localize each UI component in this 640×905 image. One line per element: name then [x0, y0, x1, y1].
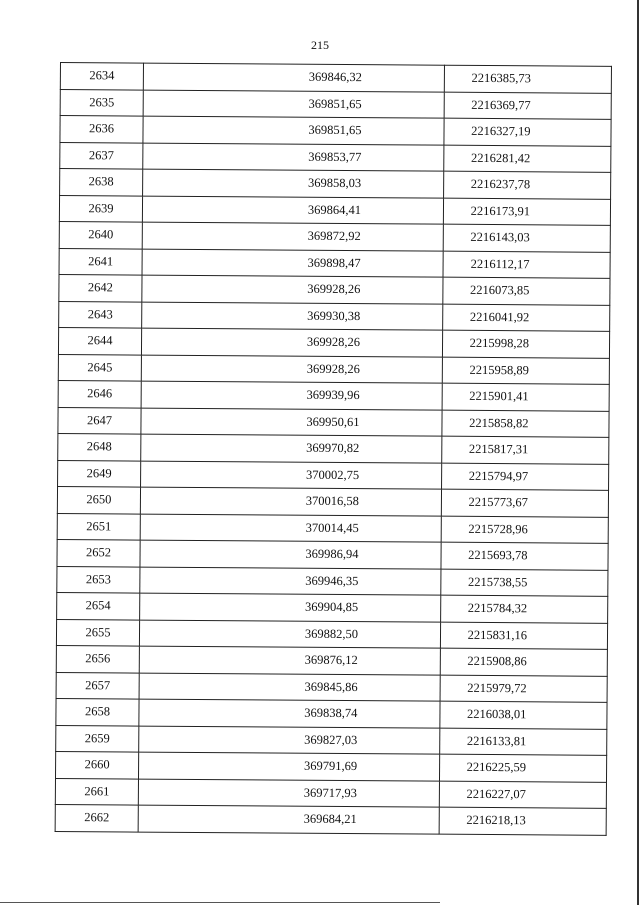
y-coordinate-cell: 2216143,03: [443, 224, 610, 252]
y-coordinate-cell: 2216112,17: [443, 251, 610, 279]
coordinates-table: [55, 62, 612, 835]
point-number-cell: 2648: [58, 433, 141, 460]
point-number-cell: 2634: [60, 63, 143, 90]
table-row: [58, 354, 609, 384]
y-coordinate-cell: 2216133,81: [440, 728, 607, 756]
y-coordinate-cell: 2216041,92: [443, 304, 610, 332]
y-coordinate-cell: 2216173,91: [443, 198, 610, 226]
x-coordinate-cell: 369882,50: [139, 620, 440, 649]
x-coordinate-cell: 369970,82: [141, 434, 442, 463]
x-coordinate-cell: 369827,03: [139, 726, 440, 755]
y-coordinate-cell: 2215794,97: [442, 463, 609, 491]
y-coordinate-cell: 2215901,41: [442, 383, 609, 411]
x-coordinate-cell: 369846,32: [143, 63, 444, 92]
point-number-cell: 2655: [56, 619, 139, 646]
x-coordinate-cell: 369928,26: [141, 355, 442, 384]
y-coordinate-cell: 2215998,28: [442, 330, 609, 358]
point-number-cell: 2662: [55, 804, 138, 831]
point-number-cell: 2658: [56, 698, 139, 725]
table-row: [59, 301, 610, 331]
y-coordinate-cell: 2215831,16: [440, 622, 607, 650]
table-row: [55, 778, 606, 808]
table-row: [59, 248, 610, 278]
x-coordinate-cell: 369928,26: [142, 275, 443, 304]
y-coordinate-cell: 2216225,59: [439, 754, 606, 782]
table-row: [57, 539, 608, 569]
y-coordinate-cell: 2216369,77: [444, 92, 611, 120]
y-coordinate-cell: 2215817,31: [442, 436, 609, 464]
point-number-cell: 2651: [57, 513, 140, 540]
point-number-cell: 2642: [59, 274, 142, 301]
table-row: [55, 804, 606, 834]
x-coordinate-cell: 370002,75: [141, 461, 442, 490]
point-number-cell: 2659: [56, 725, 139, 752]
x-coordinate-cell: 369930,38: [142, 302, 443, 331]
table-row: [58, 433, 609, 463]
y-coordinate-cell: 2216073,85: [443, 277, 610, 305]
y-coordinate-cell: 2216327,19: [444, 118, 611, 146]
point-number-cell: 2635: [60, 89, 143, 116]
point-number-cell: 2650: [57, 486, 140, 513]
table-row: [58, 407, 609, 437]
x-coordinate-cell: 369845,86: [139, 673, 440, 702]
table-row: [60, 142, 611, 172]
point-number-cell: 2657: [56, 672, 139, 699]
point-number-cell: 2654: [57, 592, 140, 619]
table-row: [60, 63, 611, 93]
point-number-cell: 2637: [60, 142, 143, 169]
table-row: [56, 751, 607, 781]
y-coordinate-cell: 2215979,72: [440, 675, 607, 703]
x-coordinate-cell: 369928,26: [141, 328, 442, 357]
y-coordinate-cell: 2215693,78: [441, 542, 608, 570]
point-number-cell: 2638: [60, 169, 143, 196]
x-coordinate-cell: 369851,65: [143, 116, 444, 145]
table-row: [56, 725, 607, 755]
x-coordinate-cell: 369791,69: [138, 752, 439, 781]
y-coordinate-cell: 2215773,67: [441, 489, 608, 517]
table-row: [56, 645, 607, 675]
x-coordinate-cell: 370016,58: [140, 487, 441, 516]
x-coordinate-cell: 369898,47: [142, 249, 443, 278]
point-number-cell: 2640: [59, 221, 142, 248]
table-row: [58, 327, 609, 357]
table-row: [56, 672, 607, 702]
x-coordinate-cell: 369717,93: [138, 779, 439, 808]
table-row: [60, 169, 611, 199]
y-coordinate-cell: 2216281,42: [444, 145, 611, 173]
x-coordinate-cell: 369939,96: [141, 381, 442, 410]
x-coordinate-cell: 369864,41: [142, 196, 443, 225]
point-number-cell: 2649: [58, 460, 141, 487]
point-number-cell: 2645: [58, 354, 141, 381]
y-coordinate-cell: 2215728,96: [441, 516, 608, 544]
table-row: [59, 274, 610, 304]
x-coordinate-cell: 369904,85: [140, 593, 441, 622]
table-row: [57, 592, 608, 622]
point-number-cell: 2660: [56, 751, 139, 778]
x-coordinate-cell: 369684,21: [138, 805, 439, 834]
x-coordinate-cell: 369872,92: [142, 222, 443, 251]
table-row: [57, 566, 608, 596]
y-coordinate-cell: 2216218,13: [439, 807, 606, 835]
point-number-cell: 2639: [59, 195, 142, 222]
table-row: [57, 486, 608, 516]
point-number-cell: 2661: [55, 778, 138, 805]
x-coordinate-cell: 369851,65: [143, 90, 444, 119]
point-number-cell: 2647: [58, 407, 141, 434]
point-number-cell: 2652: [57, 539, 140, 566]
table-row: [58, 380, 609, 410]
x-coordinate-cell: 369950,61: [141, 408, 442, 437]
table-row: [56, 619, 607, 649]
x-coordinate-cell: 370014,45: [140, 514, 441, 543]
x-coordinate-cell: 369946,35: [140, 567, 441, 596]
x-coordinate-cell: 369853,77: [143, 143, 444, 172]
point-number-cell: 2644: [58, 327, 141, 354]
point-number-cell: 2636: [60, 116, 143, 143]
x-coordinate-cell: 369986,94: [140, 540, 441, 569]
point-number-cell: 2641: [59, 248, 142, 275]
point-number-cell: 2656: [56, 645, 139, 672]
point-number-cell: 2643: [59, 301, 142, 328]
y-coordinate-cell: 2216237,78: [444, 171, 611, 199]
point-number-cell: 2646: [58, 380, 141, 407]
scan-edge-bottom: [0, 902, 440, 903]
y-coordinate-cell: 2216038,01: [440, 701, 607, 729]
y-coordinate-cell: 2215858,82: [442, 410, 609, 438]
page-number: 215: [311, 38, 329, 52]
x-coordinate-cell: 369838,74: [139, 699, 440, 728]
table-row: [60, 116, 611, 146]
y-coordinate-cell: 2216385,73: [444, 65, 611, 93]
table-body: [55, 63, 611, 835]
table-row: [56, 698, 607, 728]
table-row: [57, 513, 608, 543]
table-row: [59, 195, 610, 225]
table-row: [59, 221, 610, 251]
y-coordinate-cell: 2215958,89: [442, 357, 609, 385]
y-coordinate-cell: 2215784,32: [441, 595, 608, 623]
x-coordinate-cell: 369858,03: [143, 169, 444, 198]
x-coordinate-cell: 369876,12: [139, 646, 440, 675]
table-row: [60, 89, 611, 119]
scan-edge-right: [637, 0, 639, 905]
table-row: [58, 460, 609, 490]
y-coordinate-cell: 2215738,55: [441, 569, 608, 597]
point-number-cell: 2653: [57, 566, 140, 593]
y-coordinate-cell: 2215908,86: [440, 648, 607, 676]
y-coordinate-cell: 2216227,07: [439, 781, 606, 809]
